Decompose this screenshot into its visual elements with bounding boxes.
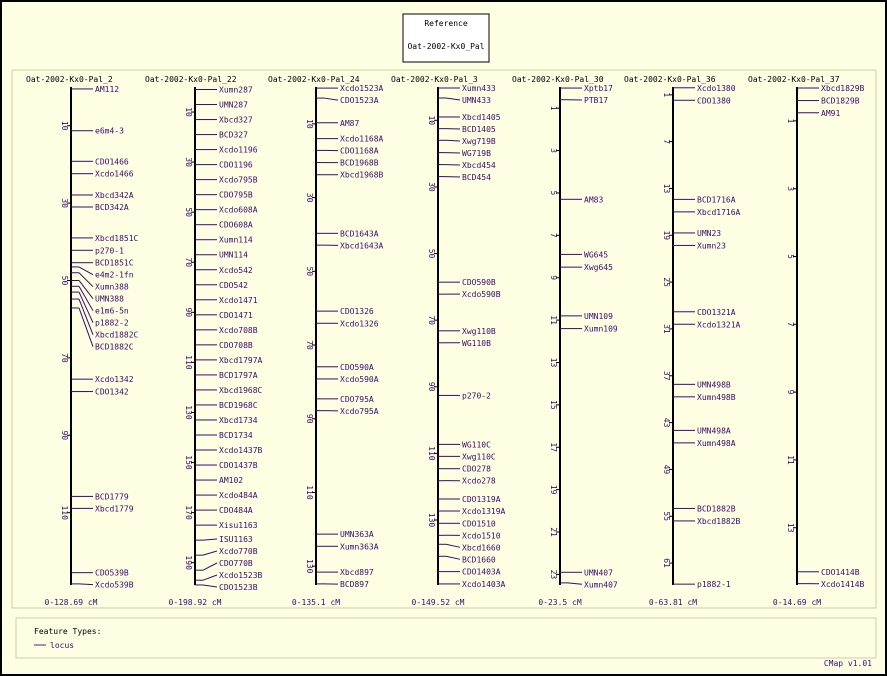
feature-label[interactable]: p270-2 <box>462 391 491 401</box>
tick-label: 9 <box>549 275 558 281</box>
tick-label: 170 <box>183 505 193 520</box>
feature-label[interactable]: Xbcd454 <box>462 160 496 170</box>
feature-label[interactable]: Xumn23 <box>697 241 726 251</box>
feature-label[interactable]: CDO1326 <box>340 307 374 317</box>
feature-label[interactable]: CDO590B <box>462 278 496 288</box>
tick-label: 17 <box>549 442 558 453</box>
feature-label[interactable]: Xumn109 <box>584 324 618 334</box>
feature-label[interactable]: Xbcd1734 <box>219 415 258 425</box>
tick-label: 50 <box>305 266 314 277</box>
tick-label: 31 <box>662 324 671 334</box>
feature-label[interactable]: BCD1797A <box>219 370 258 380</box>
tick-label: 10 <box>427 115 436 126</box>
feature-label[interactable]: BCD1779 <box>95 492 129 502</box>
map-column <box>145 75 263 607</box>
feature-label[interactable]: Xcdo770B <box>219 547 258 556</box>
feature-label[interactable]: BCD1882C <box>95 342 134 352</box>
tick-label: 110 <box>184 355 193 370</box>
feature-connector <box>203 539 217 540</box>
tick-label: 9 <box>786 389 795 395</box>
tick-label: 1 <box>662 92 671 98</box>
feature-label[interactable]: WG719B <box>462 148 491 158</box>
feature-label[interactable]: CDO770B <box>219 559 253 568</box>
feature-label[interactable]: BCD454 <box>462 172 491 182</box>
tick-label: 3 <box>786 186 795 192</box>
tick-label: 110 <box>305 485 314 500</box>
feature-label[interactable]: CDO539B <box>95 568 129 578</box>
feature-label[interactable]: CDO1437B <box>219 461 258 471</box>
feature-connector <box>446 140 460 141</box>
feature-label[interactable]: Xbcd1797A <box>219 355 263 365</box>
map-title[interactable]: Oat-2002-Kx0-Pal_30 <box>512 75 604 84</box>
feature-label[interactable]: CDO1403A <box>462 567 501 577</box>
feature-label[interactable]: Xcdo1326 <box>340 319 379 329</box>
tick-label: 5 <box>549 190 558 196</box>
feature-label[interactable]: Xcdo795A <box>340 406 379 416</box>
tick-label: 23 <box>549 569 558 580</box>
tick-label: 7 <box>786 321 795 327</box>
feature-connector <box>203 585 217 587</box>
tick-label: 37 <box>662 370 671 381</box>
feature-label[interactable]: Xcdo590A <box>340 374 379 384</box>
map-title[interactable]: Oat-2002-Kx0-Pal_37 <box>748 75 840 84</box>
feature-label[interactable]: Xcdo1523B <box>219 571 263 580</box>
tick-label: 30 <box>427 182 436 192</box>
feature-label[interactable]: CDO1342 <box>95 387 129 397</box>
feature-label[interactable]: Xumn287 <box>219 85 253 95</box>
feature-label[interactable]: Xwg645 <box>584 263 613 273</box>
feature-label[interactable]: Xcdo1342 <box>95 375 134 385</box>
feature-label[interactable]: AM112 <box>95 84 120 94</box>
feature-connector <box>79 584 93 585</box>
feature-label[interactable]: PTB17 <box>584 96 609 106</box>
feature-label[interactable]: BCD1851C <box>95 258 134 268</box>
map-title[interactable]: Oat-2002-Kx0-Pal_24 <box>268 75 360 84</box>
feature-label[interactable]: UMN287 <box>219 100 248 110</box>
feature-label[interactable]: Xumn114 <box>219 235 253 245</box>
tick-label: 50 <box>184 207 193 217</box>
feature-label[interactable]: Xcdo1319A <box>462 507 506 517</box>
cmap-canvas <box>2 2 885 674</box>
feature-label[interactable]: CDO278 <box>462 464 491 474</box>
feature-label[interactable]: Xumn407 <box>584 580 618 590</box>
feature-label[interactable]: UMN363A <box>340 530 374 540</box>
feature-label[interactable]: CDO590A <box>340 362 374 372</box>
feature-label[interactable]: CDO1471 <box>219 310 253 320</box>
feature-label[interactable]: Xcdo1466 <box>95 169 134 179</box>
tick-label: 30 <box>184 157 193 167</box>
tick-label: 150 <box>184 455 193 470</box>
feature-label[interactable]: CDO1466 <box>95 157 129 167</box>
feature-label[interactable]: Xcdo539B <box>95 580 134 590</box>
feature-label[interactable]: BCD342A <box>95 202 129 212</box>
feature-label[interactable]: CDO1321A <box>697 307 736 317</box>
feature-label[interactable]: Xbcd897 <box>340 568 374 578</box>
feature-label[interactable]: Xcdo484A <box>219 491 258 501</box>
tick-label: 21 <box>549 527 558 537</box>
feature-label[interactable]: UMN388 <box>95 294 124 304</box>
map-column <box>391 75 506 607</box>
feature-label[interactable]: Xcdo590B <box>462 290 501 300</box>
feature-label[interactable]: Xbcd1882C <box>95 330 139 340</box>
feature-label[interactable]: WG110B <box>462 338 491 348</box>
feature-label[interactable]: BCD327 <box>219 130 248 140</box>
tick-label: 90 <box>184 307 193 318</box>
map-column <box>26 75 139 607</box>
feature-label[interactable]: CDO1523B <box>219 583 258 592</box>
feature-label[interactable]: BCD1734 <box>219 430 253 440</box>
feature-label[interactable]: CDO1168A <box>340 146 379 156</box>
tick-label: 90 <box>305 413 314 424</box>
map-title[interactable]: Oat-2002-Kx0-Pal_2 <box>26 75 113 84</box>
tick-label: 30 <box>60 198 69 208</box>
tick-label: 1 <box>549 105 558 111</box>
tick-label: 55 <box>662 511 671 522</box>
feature-label[interactable]: Xcdo708B <box>219 325 258 335</box>
tick-label: 70 <box>305 340 314 350</box>
feature-label[interactable]: WG645 <box>584 250 609 260</box>
tick-label: 25 <box>662 277 671 287</box>
tick-label: 130 <box>184 405 193 420</box>
feature-label[interactable]: p270-1 <box>95 246 124 256</box>
feature-label[interactable]: Xcdo1403A <box>462 579 506 589</box>
feature-label[interactable]: CDO795A <box>340 394 374 404</box>
version-label: CMap v1.01 <box>823 659 872 668</box>
reference-name: Oat-2002-Kx0_Pal <box>407 42 485 51</box>
tick-label: 13 <box>786 522 795 533</box>
feature-label[interactable]: BCD897 <box>340 580 369 590</box>
tick-label: 11 <box>549 315 558 325</box>
feature-label[interactable]: p1882-1 <box>697 580 731 590</box>
feature-label[interactable]: Xcdo1380 <box>697 83 736 93</box>
tick-label: 70 <box>184 257 193 268</box>
tick-label: 43 <box>662 417 671 428</box>
map-title[interactable]: Oat-2002-Kx0-Pal_22 <box>145 75 237 84</box>
feature-label[interactable]: BCD1968B <box>340 158 379 168</box>
feature-label[interactable]: Xcdo1510 <box>462 531 501 541</box>
feature-label[interactable]: UMN498A <box>697 426 731 436</box>
map-range-label: 0-149.52 cM <box>411 598 465 607</box>
tick-label: 61 <box>662 558 671 568</box>
feature-label[interactable]: Xcdo1471 <box>219 295 258 305</box>
feature-label[interactable]: Xcdo1437B <box>219 446 263 456</box>
map-title[interactable]: Oat-2002-Kx0-Pal_36 <box>624 75 716 84</box>
feature-label[interactable]: e4m2-1fn <box>95 270 134 280</box>
feature-label[interactable]: BCD1882B <box>697 504 736 514</box>
feature-label[interactable]: Xcdo1321A <box>697 320 741 330</box>
feature-label[interactable]: Xcdo1168A <box>340 134 384 144</box>
feature-label[interactable]: Xumn363A <box>340 542 379 552</box>
feature-label[interactable]: CDO1523A <box>340 96 379 106</box>
feature-connector <box>79 267 93 275</box>
tick-label: 49 <box>662 464 671 475</box>
feature-label[interactable]: Xumn498A <box>697 438 736 448</box>
feature-label[interactable]: CDO795B <box>219 190 253 200</box>
feature-label[interactable]: Xwg110C <box>462 452 496 462</box>
feature-label[interactable]: Xcdo608A <box>219 205 258 215</box>
feature-label[interactable]: WG110C <box>462 440 491 450</box>
tick-label: 130 <box>305 558 314 574</box>
tick-label: 11 <box>786 455 795 465</box>
feature-connector <box>203 551 217 555</box>
legend-locus-label: locus <box>50 641 75 650</box>
feature-label[interactable]: CDO1380 <box>697 96 731 106</box>
tick-label: 7 <box>549 232 558 238</box>
tick-label: 70 <box>60 353 69 363</box>
feature-label[interactable]: Xbcd1882B <box>697 516 741 526</box>
tick-label: 1 <box>786 118 795 124</box>
feature-label[interactable]: UMN433 <box>462 95 491 105</box>
feature-label[interactable]: Xumn388 <box>95 282 129 292</box>
feature-label[interactable]: AM83 <box>584 195 604 205</box>
feature-label[interactable]: Xbcd327 <box>219 115 253 125</box>
feature-label[interactable]: CDO484A <box>219 506 253 516</box>
feature-label[interactable]: AM87 <box>340 118 360 128</box>
feature-label[interactable]: BCD1829B <box>821 96 860 106</box>
tick-label: 50 <box>427 248 436 259</box>
feature-label[interactable]: CDO1510 <box>462 519 496 529</box>
feature-connector <box>446 98 460 100</box>
feature-label[interactable]: AM91 <box>821 108 841 118</box>
tick-label: 70 <box>427 315 436 325</box>
tick-label: 5 <box>786 254 795 259</box>
feature-connector <box>446 544 460 547</box>
feature-label[interactable]: e6m4-3 <box>95 126 124 136</box>
maps-layer <box>26 75 865 607</box>
map-column <box>624 75 741 607</box>
feature-label[interactable]: Xbcd1716A <box>697 207 741 217</box>
map-title[interactable]: Oat-2002-Kx0-Pal_3 <box>391 75 478 84</box>
feature-connector <box>203 575 217 580</box>
feature-label[interactable]: Xbcd1968B <box>340 170 384 180</box>
feature-label[interactable]: CDO608A <box>219 220 253 230</box>
legend-box <box>16 618 876 658</box>
feature-label[interactable]: CDO1319A <box>462 495 501 505</box>
tick-label: 190 <box>184 555 193 570</box>
tick-label: 90 <box>60 430 69 441</box>
reference-box[interactable] <box>403 14 489 62</box>
feature-label[interactable]: p1882-2 <box>95 318 129 328</box>
feature-label[interactable]: AM102 <box>219 476 244 486</box>
maps-panel <box>12 70 876 608</box>
map-range-label: 0-198.92 cM <box>168 598 222 607</box>
feature-label[interactable]: Xisu1163 <box>219 521 258 531</box>
feature-label[interactable]: Xwg110B <box>462 326 496 336</box>
reference-label: Reference <box>424 19 468 28</box>
feature-label[interactable]: Xbcd1968C <box>219 385 263 395</box>
feature-connector <box>324 98 338 100</box>
feature-label[interactable]: UMN114 <box>219 250 248 260</box>
feature-label[interactable]: UMN23 <box>697 228 722 238</box>
feature-connector <box>79 273 93 287</box>
feature-label[interactable]: BCD1968C <box>219 400 258 410</box>
tick-label: 7 <box>662 139 671 145</box>
tick-label: 90 <box>427 381 436 392</box>
feature-label[interactable]: UMN109 <box>584 311 613 321</box>
feature-label[interactable]: Xbcd1643A <box>340 241 384 251</box>
feature-label[interactable]: Xbcd1829B <box>821 84 865 94</box>
tick-label: 30 <box>305 192 314 203</box>
feature-label[interactable]: UMN498B <box>697 380 731 390</box>
tick-label: 110 <box>427 446 436 461</box>
feature-label[interactable]: Xcdo1414B <box>821 579 865 589</box>
tick-label: 19 <box>662 230 671 241</box>
feature-label[interactable]: Xbcd342A <box>95 190 134 200</box>
feature-label[interactable]: Xbcd1779 <box>95 504 134 514</box>
map-column <box>512 75 618 607</box>
tick-label: 19 <box>549 484 558 495</box>
feature-label[interactable]: BCD1716A <box>697 195 736 205</box>
feature-label[interactable]: BCD1405 <box>462 124 496 134</box>
tick-label: 130 <box>427 512 436 528</box>
feature-connector <box>203 563 217 570</box>
feature-label[interactable]: Xptb17 <box>584 84 613 94</box>
feature-label[interactable]: Xcdo1196 <box>219 145 258 155</box>
map-range-label: 0-63.81 cM <box>648 598 698 607</box>
feature-label[interactable]: e1m6-5n <box>95 306 129 316</box>
legend <box>16 618 876 658</box>
map-range-label: 0-23.5 cM <box>538 598 582 607</box>
feature-label[interactable]: CDO542 <box>219 280 248 290</box>
map-column <box>748 75 865 607</box>
map-range-label: 0-135.1 cM <box>291 598 341 607</box>
feature-label[interactable]: Xwg719B <box>462 136 496 146</box>
tick-label: 50 <box>60 275 69 286</box>
feature-connector <box>79 308 93 347</box>
feature-connector <box>446 556 460 559</box>
feature-label[interactable]: Xcdo1523A <box>340 84 384 94</box>
feature-connector <box>79 299 93 335</box>
feature-label[interactable]: Xcdo542 <box>219 265 253 275</box>
feature-label[interactable]: ISU1163 <box>219 535 253 544</box>
feature-label[interactable]: CDO708B <box>219 340 253 350</box>
feature-label[interactable]: Xcdo278 <box>462 476 496 486</box>
map-diagram <box>2 2 885 674</box>
map-column <box>268 75 384 607</box>
feature-label[interactable]: BCD1643A <box>340 229 379 239</box>
feature-connector <box>568 583 582 584</box>
tick-label: 10 <box>60 120 69 131</box>
feature-label[interactable]: Xbcd1660 <box>462 543 501 553</box>
map-range-label: 0-14.69 cM <box>772 598 822 607</box>
legend-title: Feature Types: <box>34 627 102 636</box>
feature-label[interactable]: CDO1414B <box>821 567 860 577</box>
tick-label: 13 <box>549 357 558 368</box>
tick-label: 10 <box>184 107 193 117</box>
feature-label[interactable]: BCD1660 <box>462 555 496 565</box>
tick-label: 10 <box>305 119 314 129</box>
feature-label[interactable]: Xcdo795B <box>219 175 258 185</box>
feature-label[interactable]: Xumn433 <box>462 83 496 93</box>
tick-label: 15 <box>549 400 558 410</box>
feature-label[interactable]: Xumn498B <box>697 392 736 402</box>
tick-label: 3 <box>549 148 558 153</box>
feature-label[interactable]: Xbcd1851C <box>95 233 139 243</box>
map-range-label: 0-128.69 cM <box>44 598 98 607</box>
feature-label[interactable]: Xbcd1405 <box>462 112 501 122</box>
feature-label[interactable]: UMN407 <box>584 568 613 578</box>
tick-label: 13 <box>662 183 671 194</box>
tick-label: 110 <box>60 505 69 520</box>
feature-label[interactable]: CDO1196 <box>219 160 253 170</box>
